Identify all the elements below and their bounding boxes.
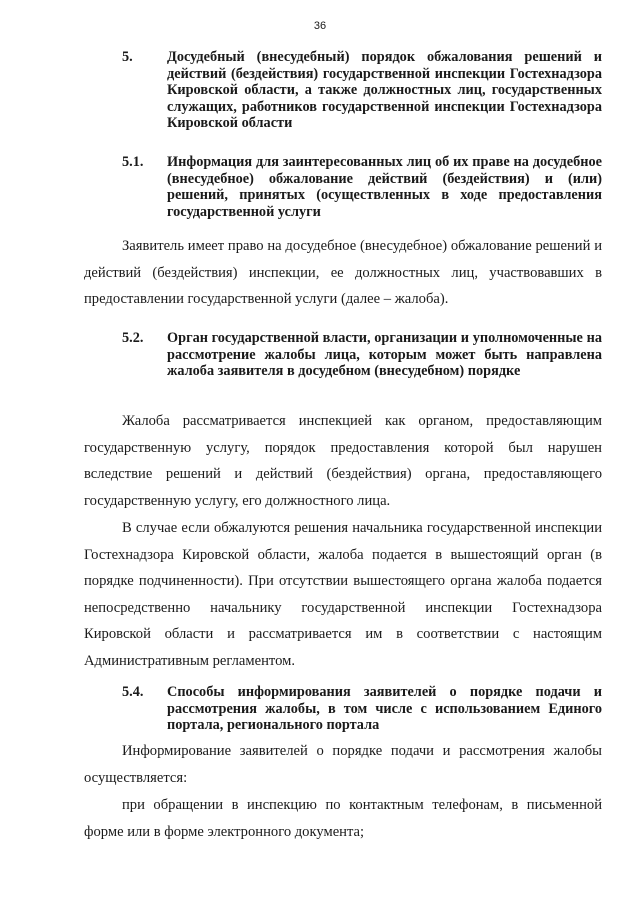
page-number: 36: [313, 20, 327, 32]
section-5-1-number: 5.1.: [122, 154, 144, 170]
paragraph-complaint-review: Жалоба рассматривается инспекцией как органом, предоставляющим государственную услугу, порядок предоставления которой был нарушен вследствие решений и действий (бездействия) органа, предоставляющего государственную услугу, его должностного лица.: [84, 413, 602, 509]
section-5-4-title: Способы информирования заявителей о порядке подачи и рассмотрения жалобы, в том числе с использованием Единого портала, регионального портала: [167, 684, 602, 733]
section-5-number: 5.: [122, 49, 133, 65]
paragraph-contact-methods: при обращении в инспекцию по контактным телефонам, в письменной форме или в форме электронного документа;: [84, 797, 602, 840]
section-5-4-heading: [122, 684, 602, 736]
section-5-heading: [122, 49, 602, 135]
section-5-1-heading: [122, 154, 602, 222]
section-5-1-title: Информация для заинтересованных лиц об их праве на досудебное (внесудебное) обжалование действий (бездействия) и (или) решений, принятых (осуществленных в ходе предоставления государственной услуги: [167, 154, 602, 220]
paragraph-informing: Информирование заявителей о порядке подачи и рассмотрения жалобы осуществляется:: [84, 743, 602, 786]
section-5-2-number: 5.2.: [122, 330, 144, 346]
section-5-2-title: Орган государственной власти, организации и уполномоченные на рассмотрение жалобы лица, которым может быть направлена жалоба заявителя в досудебном (внесудебном) порядке: [167, 330, 602, 379]
section-5-2-heading: [122, 330, 602, 398]
section-5-4-number: 5.4.: [122, 684, 144, 700]
paragraph-superior-body: В случае если обжалуются решения начальника государственной инспекции Гостехнадзора Кировской области, жалоба подается в вышестоящий орган (в порядке подчиненности). При отсутствии вышестоящего органа жалоба подается непосредственно начальнику государственной инспекции Гостехнадзора Кировской области и рассматривается им в соответствии с настоящим Административным регламентом.: [84, 520, 602, 669]
section-5-title: Досудебный (внесудебный) порядок обжалования решений и действий (бездействия) государственной инспекции Гостехнадзора Кировской области, а также должностных лиц, государственных служащих, работников государственной инспекции Гостехнадзора Кировской области: [167, 49, 602, 131]
paragraph-right-to-appeal: Заявитель имеет право на досудебное (внесудебное) обжалование решений и действий (бездействия) инспекции, ее должностных лиц, участвовавших в предоставлении государственной услуги (далее – жалоба).: [84, 238, 602, 308]
